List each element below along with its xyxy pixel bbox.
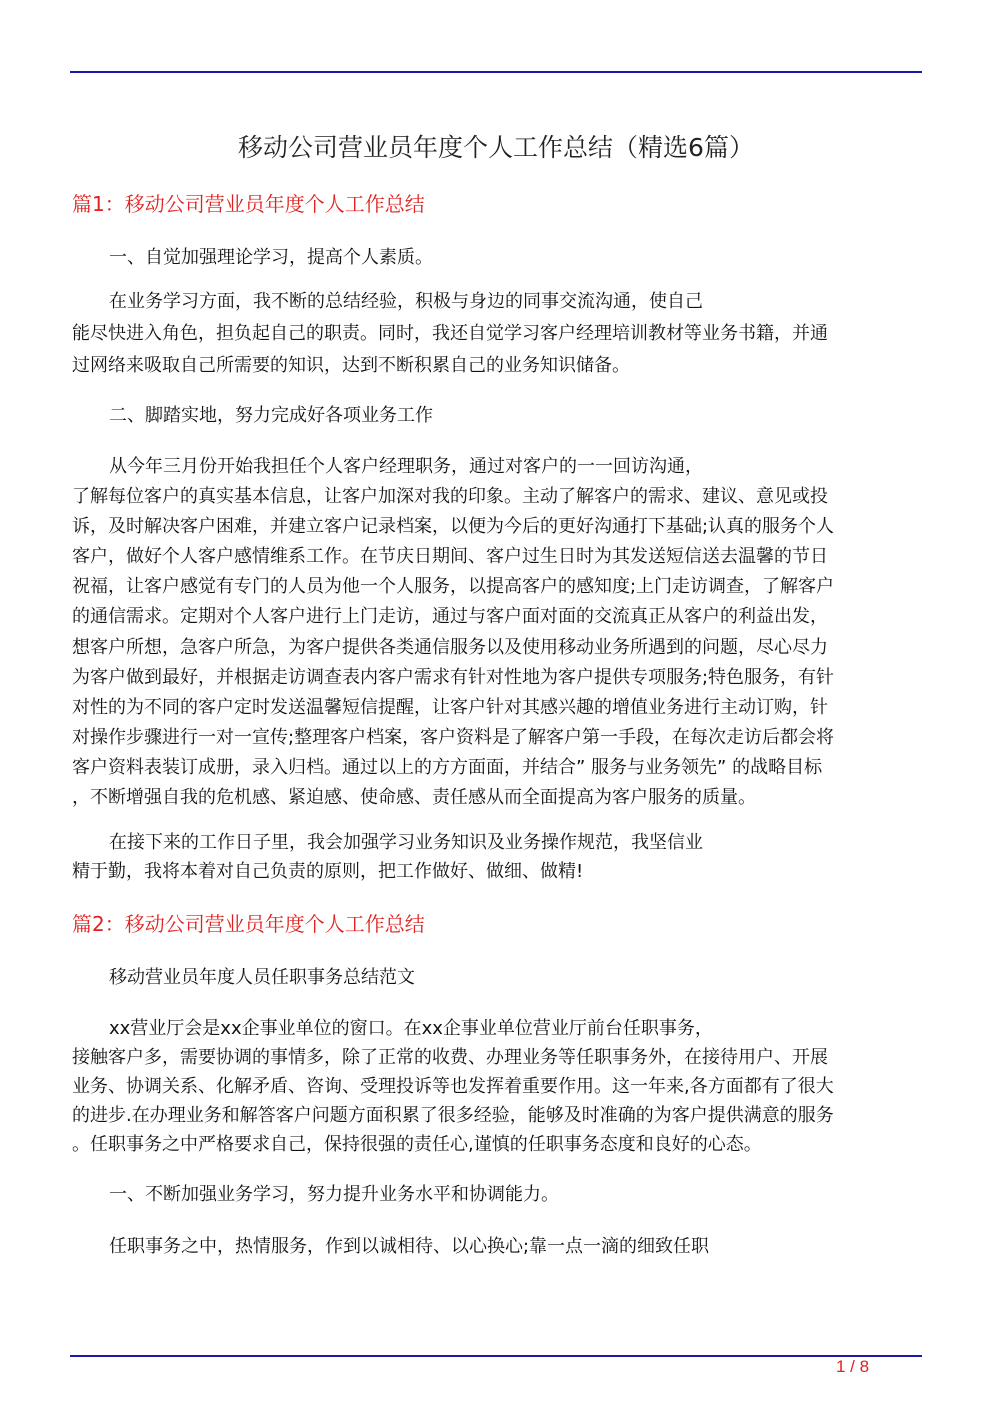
text-line: 过网络来吸取自己所需要的知识，达到不断积累自己的业务知识储备。 xyxy=(72,355,630,376)
text-line: 精于勤，我将本着对自己负责的原则，把工作做好、做细、做精! xyxy=(72,861,584,882)
paragraph xyxy=(72,400,922,431)
page-number: 1 / 8 xyxy=(836,1357,870,1376)
paragraph xyxy=(72,286,922,382)
paragraph xyxy=(72,1231,922,1262)
footer-rule xyxy=(70,1355,922,1357)
text-line: 一、不断加强业务学习，努力提升业务水平和协调能力。 xyxy=(109,1184,559,1205)
paragraph xyxy=(72,828,922,886)
text-line: 一、自觉加强理论学习，提高个人素质。 xyxy=(109,247,433,268)
header-rule xyxy=(70,71,922,73)
section-heading: 篇2：移动公司营业员年度个人工作总结 xyxy=(72,912,425,936)
text-line: 从今年三月份开始我担任个人客户经理职务，通过对客户的一一回访沟通， xyxy=(109,456,703,477)
text-line: 能尽快进入角色，担负起自己的职责。同时，我还自觉学习客户经理培训教材等业务书籍，并通 xyxy=(72,323,828,344)
paragraph xyxy=(72,1014,922,1159)
text-line: 任职事务之中，热情服务，作到以诚相待、以心换心;靠一点一滴的细致任职 xyxy=(109,1236,710,1257)
text-line: 对性的为不同的客户定时发送温馨短信提醒，让客户针对其感兴趣的增值业务进行主动订购，针 xyxy=(72,696,828,718)
paragraph xyxy=(72,1179,922,1210)
text-line: xx营业厅会是xx企事业单位的窗口。在xx企事业单位营业厅前台任职事务， xyxy=(109,1018,713,1039)
text-line: 客户资料表装订成册，录入归档。通过以上的方方面面，并结合” 服务与业务领先” 的战略目标 xyxy=(72,756,823,778)
text-line: 想客户所想，急客户所急，为客户提供各类通信服务以及使用移动业务所遇到的问题，尽心尽力 xyxy=(72,636,828,658)
text-line: 在接下来的工作日子里，我会加强学习业务知识及业务操作规范，我坚信业 xyxy=(109,832,703,853)
text-line: 接触客户多，需要协调的事情多，除了正常的收费、办理业务等任职事务外，在接待用户、开展 xyxy=(72,1047,828,1068)
text-line: 在业务学习方面，我不断的总结经验，积极与身边的同事交流沟通，使自己 xyxy=(109,291,703,312)
text-line: 对操作步骤进行一对一宣传;整理客户档案，客户资料是了解客户第一手段，在每次走访后都会将 xyxy=(72,726,835,748)
text-line: 了解每位客户的真实基本信息，让客户加深对我的印象。主动了解客户的需求、建议、意见或投 xyxy=(72,486,828,508)
text-line: 为客户做到最好，并根据走访调查表内客户需求有针对性地为客户提供专项服务;特色服务，有针 xyxy=(72,666,835,688)
text-line: 的通信需求。定期对个人客户进行上门走访，通过与客户面对面的交流真正从客户的利益出发， xyxy=(72,606,828,628)
section-heading: 篇1：移动公司营业员年度个人工作总结 xyxy=(72,192,425,216)
paragraph xyxy=(72,242,922,273)
text-line: 祝福，让客户感觉有专门的人员为他一个人服务，以提高客户的感知度;上门走访调查，了解客户 xyxy=(72,576,835,598)
paragraph xyxy=(72,962,922,993)
text-line: 的进步.在办理业务和解答客户问题方面积累了很多经验，能够及时准确的为客户提供满意的服务 xyxy=(72,1105,834,1126)
document-title: 移动公司营业员年度个人工作总结（精选6篇） xyxy=(238,133,754,162)
text-line: 移动营业员年度人员任职事务总结范文 xyxy=(109,967,415,988)
text-line: 客户，做好个人客户感情维系工作。在节庆日期间、客户过生日时为其发送短信送去温馨的节日 xyxy=(72,546,828,568)
text-line: 业务、协调关系、化解矛盾、咨询、受理投诉等也发挥着重要作用。这一年来,各方面都有了很大 xyxy=(72,1076,834,1097)
text-line: 。任职事务之中严格要求自己，保持很强的责任心,谨慎的任职事务态度和良好的心态。 xyxy=(72,1134,762,1155)
text-line: ，不断增强自我的危机感、紧迫感、使命感、责任感从而全面提高为客户服务的质量。 xyxy=(72,787,756,809)
text-line: 二、脚踏实地，努力完成好各项业务工作 xyxy=(109,405,433,426)
text-line: 诉，及时解决客户困难，并建立客户记录档案，以便为今后的更好沟通打下基础;认真的服务个人 xyxy=(72,516,835,538)
paragraph xyxy=(72,452,922,813)
